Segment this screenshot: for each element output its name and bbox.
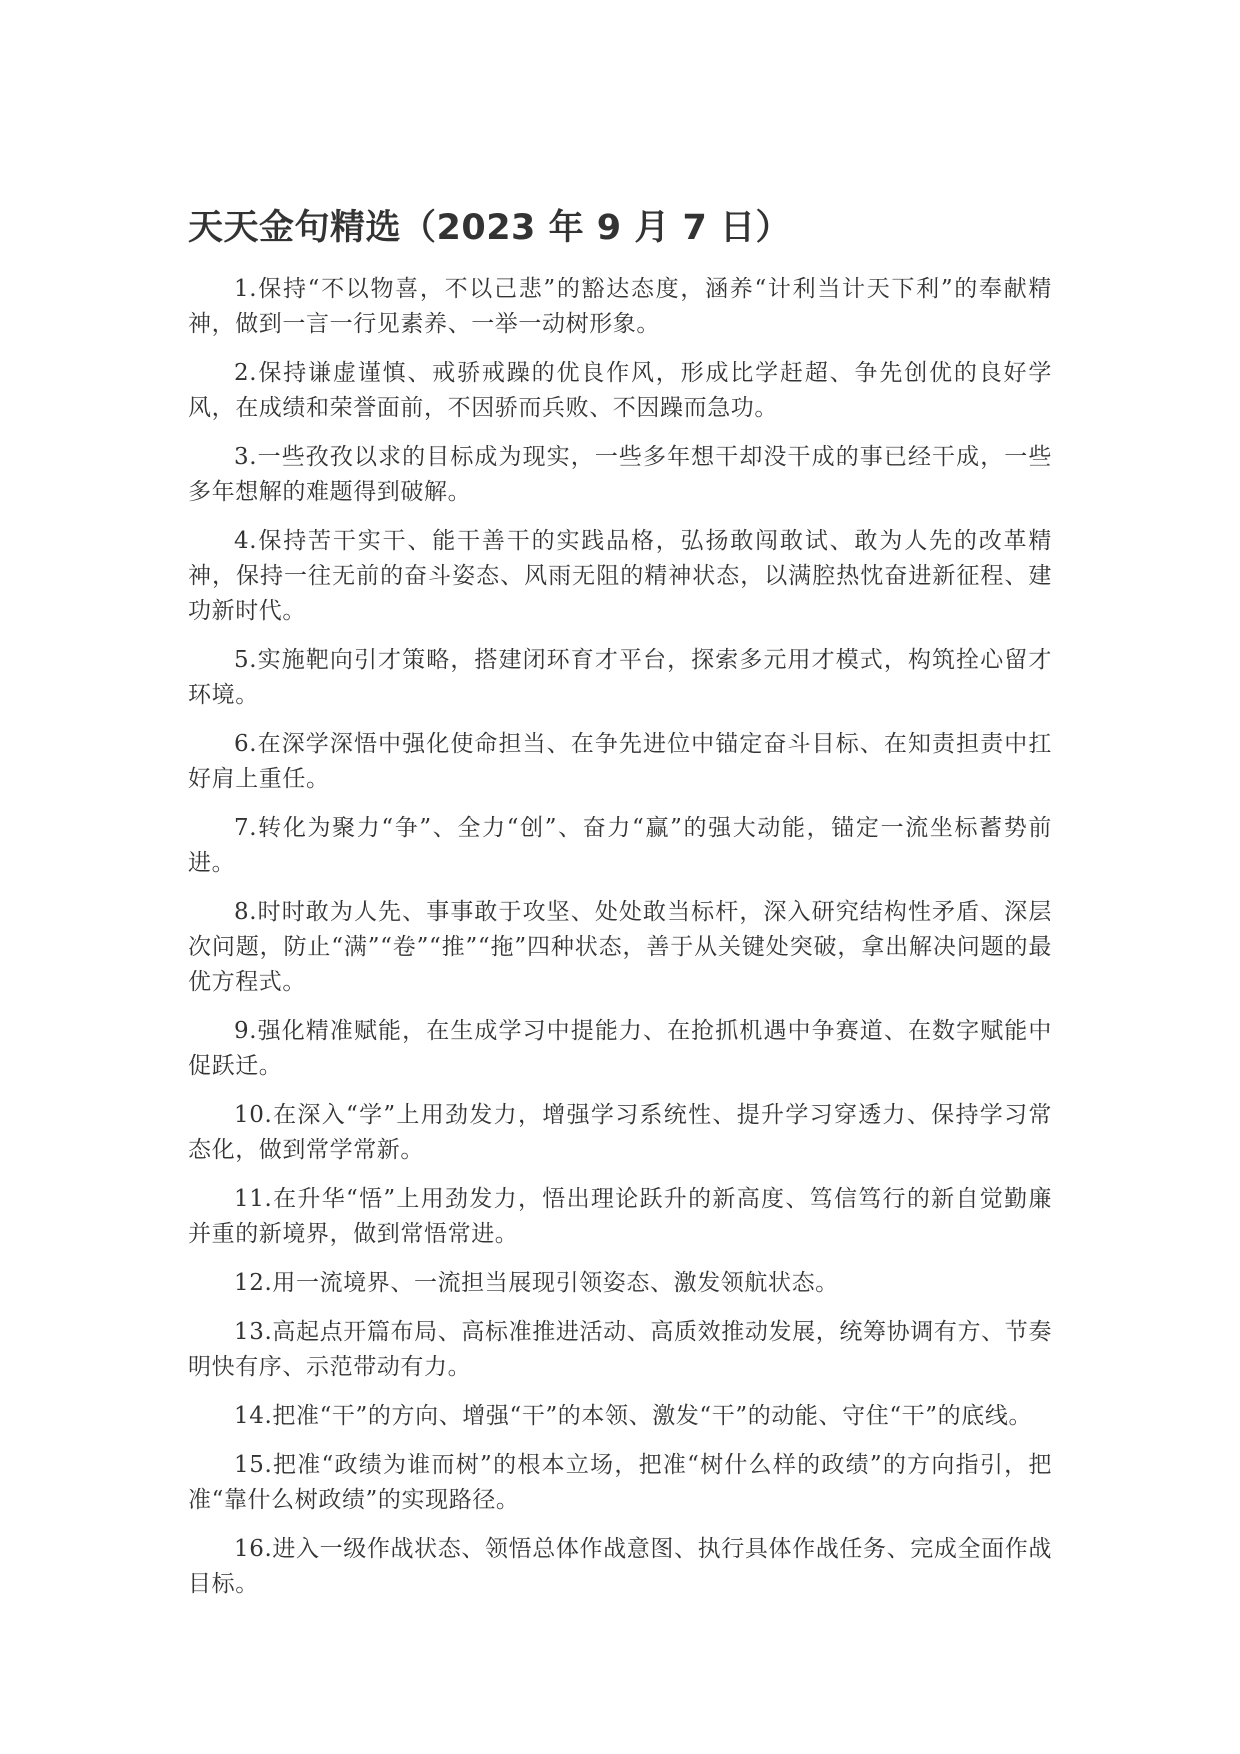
list-item: 14.把准“干”的方向、增强“干”的本领、激发“干”的动能、守住“干”的底线。: [234, 1403, 1033, 1429]
list-item: 5.实施靶向引才策略，搭建闭环育才平台，探索多元用才模式，构筑拴心留才环境。: [188, 647, 1052, 708]
list-item: 12.用一流境界、一流担当展现引领姿态、激发领航状态。: [234, 1270, 839, 1296]
page-title: 天天金句精选（2023 年 9 月 7 日）: [188, 208, 792, 248]
list-item: 15.把准“政绩为谁而树”的根本立场，把准“树什么样的政绩”的方向指引，把准“靠什么树政绩”的实现路径。: [188, 1452, 1052, 1513]
list-item: 13.高起点开篇布局、高标准推进活动、高质效推动发展，统筹协调有方、节奏明快有序、示范带动有力。: [188, 1319, 1052, 1380]
list-item: 2.保持谦虚谨慎、戒骄戒躁的优良作风，形成比学赶超、争先创优的良好学风，在成绩和荣誉面前，不因骄而兵败、不因躁而急功。: [188, 360, 1052, 421]
list-item: 10.在深入“学”上用劲发力，增强学习系统性、提升学习穿透力、保持学习常态化，做到常学常新。: [188, 1102, 1052, 1163]
list-item: 9.强化精准赋能，在生成学习中提能力、在抢抓机遇中争赛道、在数字赋能中促跃迁。: [188, 1018, 1052, 1079]
list-item: 3.一些孜孜以求的目标成为现实，一些多年想干却没干成的事已经干成，一些多年想解的难题得到破解。: [188, 444, 1052, 505]
list-item: 8.时时敢为人先、事事敢于攻坚、处处敢当标杆，深入研究结构性矛盾、深层次问题，防止“满”“卷”“推”“拖”四种状态，善于从关键处突破，拿出解决问题的最优方程式。: [188, 899, 1052, 995]
list-item: 7.转化为聚力“争”、全力“创”、奋力“赢”的强大动能，锚定一流坐标蓄势前进。: [188, 815, 1052, 876]
quote-list: [188, 272, 1052, 1616]
list-item: 4.保持苦干实干、能干善干的实践品格，弘扬敢闯敢试、敢为人先的改革精神，保持一往无前的奋斗姿态、风雨无阻的精神状态，以满腔热忱奋进新征程、建功新时代。: [188, 528, 1052, 624]
list-item: 16.进入一级作战状态、领悟总体作战意图、执行具体作战任务、完成全面作战目标。: [188, 1536, 1052, 1597]
list-item: 1.保持“不以物喜，不以己悲”的豁达态度，涵养“计利当计天下利”的奉献精神，做到一言一行见素养、一举一动树形象。: [188, 276, 1052, 337]
list-item: 6.在深学深悟中强化使命担当、在争先进位中锚定奋斗目标、在知责担责中扛好肩上重任。: [188, 731, 1052, 792]
list-item: 11.在升华“悟”上用劲发力，悟出理论跃升的新高度、笃信笃行的新自觉勤廉并重的新境界，做到常悟常进。: [188, 1186, 1052, 1247]
